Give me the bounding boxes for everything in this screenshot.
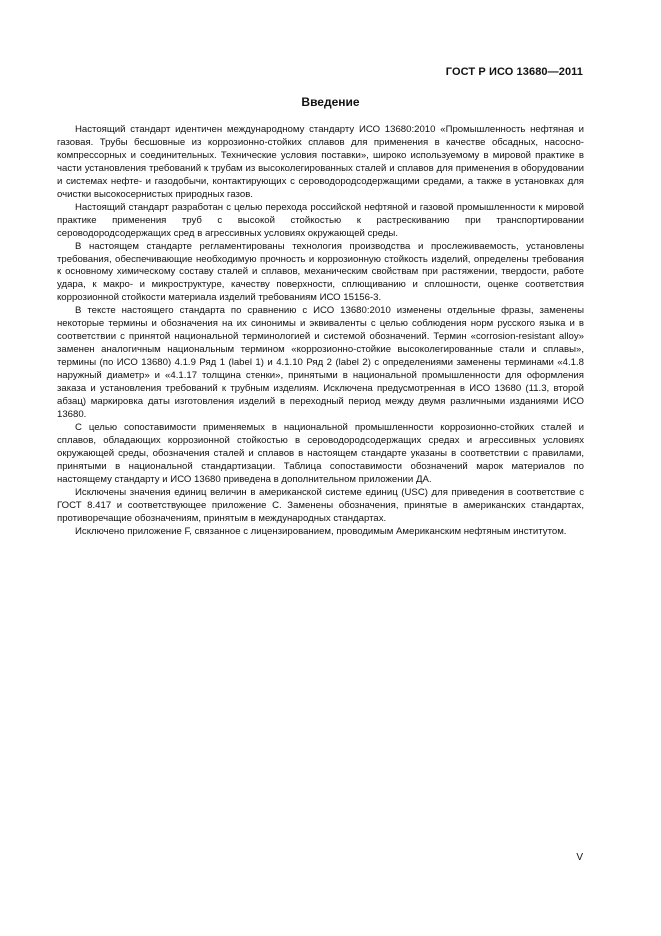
page-number: V: [576, 852, 583, 863]
standard-code: ГОСТ Р ИСО 13680—2011: [445, 66, 583, 78]
introduction-body: [57, 124, 584, 539]
paragraph: В тексте настоящего стандарта по сравнению с ИСО 13680:2010 изменены отдельные фразы, заменены некоторые термины и обозначения на их синонимы и эквиваленты с целью соблюдения норм русского языка и в соответствии с принятой национальной терминологией и системой обозначений. Термин «corrosion-resistant alloy» заменен аналогичным национальным термином «коррозионно-стойкие высоколегированные стали и сплавы», термины (по ИСО 13680) 4.1.9 Ряд 1 (label 1) и 4.1.10 Ряд 2 (label 2) с определениями заменены терминами «4.1.8 наружный диаметр» и «4.1.17 толщина стенки», принятыми в национальной промышленности для оформления заказа и установления требований к трубным изделиям. Исключена предусмотренная в ИСО 13680 (11.3, второй абзац) маркировка даты изготовления изделий в переходный период между двумя различными изданиями ИСО 13680.: [57, 305, 584, 420]
paragraph: Настоящий стандарт идентичен международному стандарту ИСО 13680:2010 «Промышленность нефтяная и газовая. Трубы бесшовные из коррозионно-стойких сплавов для применения в качестве обсадных, насосно-компрессорных и соединительных. Технические условия поставки», широко используемому в мировой практике в части установления требований к трубам из высоколегированных сталей и сплавов для применения в оборудовании и системах нефте- и газодобычи, контактирующих с сероводородсодержащими средами, а также в установках для очистки высокосернистых природных газов.: [57, 124, 584, 200]
paragraph: Исключено приложение F, связанное с лицензированием, проводимым Американским нефтяным институтом.: [75, 525, 567, 537]
paragraph: Настоящий стандарт разработан с целью перехода российской нефтяной и газовой промышленности к мировой практике применения труб с высокой стойкостью к растрескиванию при транспортировании сероводородсодержащих сред в агрессивных условиях окружающей среды.: [57, 201, 584, 239]
paragraph: В настоящем стандарте регламентированы технология производства и прослеживаемость, установлены требования, обеспечивающие необходимую прочность и коррозионную стойкость изделий, определены требования к основному химическому составу сталей и сплавов, механическим свойствам при растяжении, твердости, работе удара, к макро- и микроструктуре, качеству поверхности, сплющиванию и сплошности, оценке соответствия коррозионной стойкости материала изделий требованиям ИСО 15156-3.: [57, 240, 584, 304]
section-title: Введение: [301, 95, 360, 109]
paragraph: Исключены значения единиц величин в американской системе единиц (USC) для приведения в соответствие с ГОСТ 8.417 и соответствующее приложение С. Заменены обозначения, принятые в американских стандартах, противоречащие обозначениям, принятым в международных стандартах.: [57, 486, 584, 524]
paragraph: С целью сопоставимости применяемых в национальной промышленности коррозионно-стойких сталей и сплавов, обладающих коррозионной стойкостью в сероводородсодержащих средах и агрессивных условиях окружающей среды, обозначения сталей и сплавов в настоящем стандарте указаны в соответствии с правилами, принятыми в национальной стандартизации. Таблица сопоставимости обозначений марок материалов по настоящему стандарту и ИСО 13680 приведена в дополнительном приложении ДА.: [57, 421, 584, 485]
